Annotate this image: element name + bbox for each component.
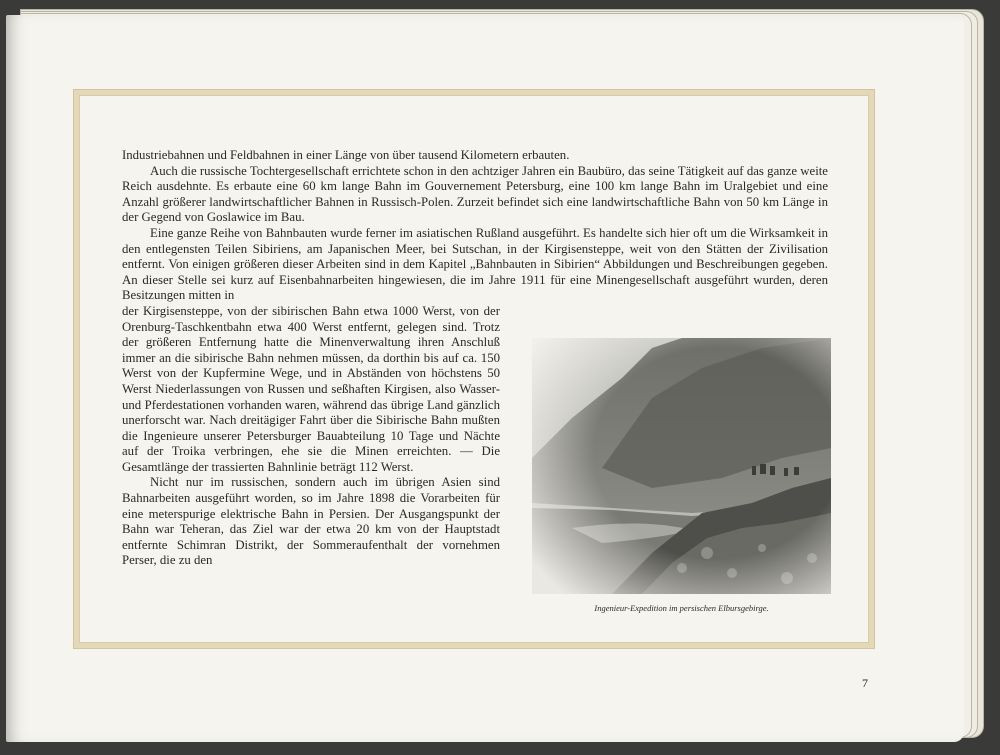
page-number: 7 bbox=[862, 676, 868, 690]
mountain-landscape-photo bbox=[532, 338, 831, 594]
paragraph: Eine ganze Reihe von Bahnbauten wurde ferner im asiatischen Rußland ausgeführt. Es handelte sich hier oft um die Wirksamkeit in den entlegensten Teilen Sibiriens, am Japanischen Meer, bei Sutschan, in der Kirgisensteppe, weit von den Stätten der Zivilisation entfernt. Von einigen größeren dieser Arbeiten sind in dem Kapitel „Bahnbauten in Sibirien“ Abbildungen und Beschreibungen gegeben. An dieser Stelle sei kurz auf Eisenbahnarbeiten hingewiesen, die im Jahre 1911 für eine Minengesellschaft ausgeführt wurden, deren Besitzungen mitten in bbox=[122, 225, 828, 303]
paragraph: Nicht nur im russischen, sondern auch im übrigen Asien sind Bahnarbeiten ausgeführt worden, so im Jahre 1898 die Vorarbeiten für eine meterspurige elektrische Bahn in Persien. Der Ausgangspunkt der Bahn war Teheran, das Ziel war der etwa 20 km von der Hauptstadt entfernte Schimran Distrikt, der Sommeraufenthalt der vornehmen Perser, die zu den bbox=[122, 475, 500, 568]
paragraph: Auch die russische Tochtergesellschaft errichtete schon in den achtziger Jahren ein Baubüro, das seine Tätigkeit auf das ganze weite Reich ausdehnte. Es erbaute eine 60 km lange Bahn im Gouvernement Petersburg, eine 100 km lange Bahn im Uralgebiet und eine Anzahl größerer landwirtschaftlicher Bahnen in Russisch-Polen. Zurzeit befindet sich eine landwirtschaftliche Bahn von 50 km Länge in der Gegend von Goslawice im Bau. bbox=[122, 163, 828, 225]
figure-caption: Ingenieur-Expedition im persischen Elbursgebirge. bbox=[594, 603, 769, 613]
paragraph: Industriebahnen und Feldbahnen in einer Länge von über tausend Kilometern erbauten. bbox=[122, 148, 570, 162]
paragraph: der Kirgisensteppe, von der sibirischen Bahn etwa 1000 Werst, von der Orenburg-Taschkentbahn etwa 400 Werst entfernt, gelegen sind. Trotz der größeren Entfernung hatte die Minenverwaltung ihren Anschluß immer an die sibirische Bahn nehmen müssen, da dorthin bis auf ca. 150 Werst von der Kupfermine Wege, und in Abständen von höchstens 50 Werst Niederlassungen von Russen und seßhaften Kirgisen, also Wasser- und Pferdestationen vorhanden waren, während das übrige Land gänzlich unerforscht war. Nach dreitägiger Fahrt über die Sibirische Bahn mußten die Ingenieure unserer Petersburger Bauabteilung 10 Tage und Nächte auf der Troika verbringen, ehe sie die Minen erreichten. — Die Gesamtlänge der trassierten Bahnlinie beträgt 112 Werst. bbox=[122, 303, 500, 474]
